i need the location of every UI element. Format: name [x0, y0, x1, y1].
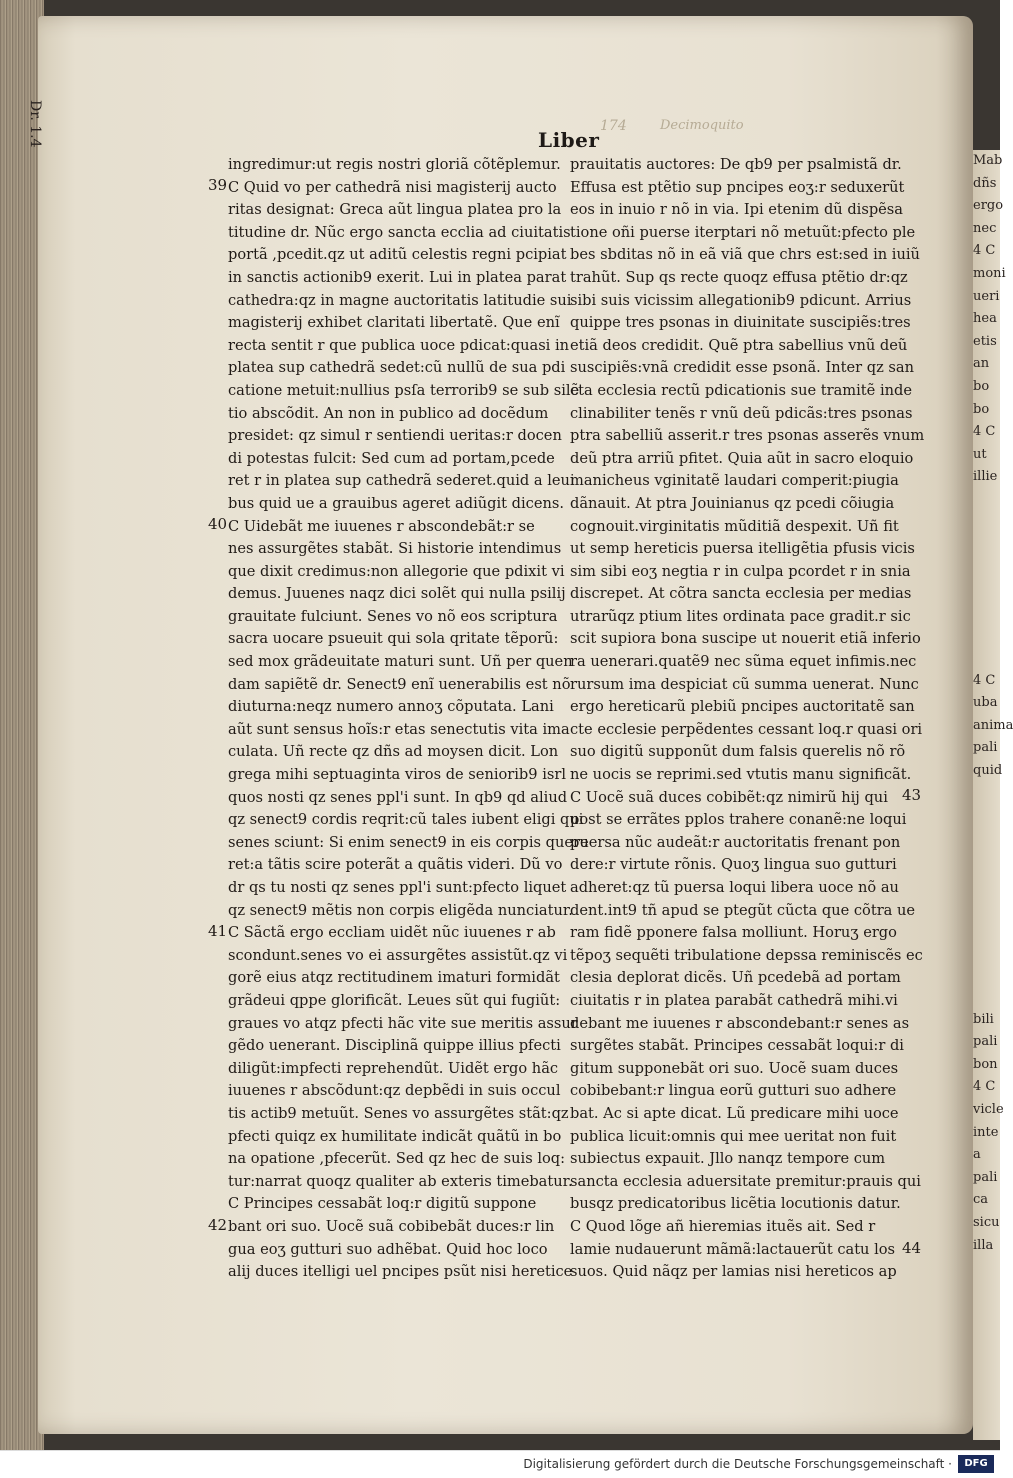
text-line: suos. Quid nãqz per lamias nisi hereticos ap [570, 1263, 897, 1281]
text-line: ritas designat: Greca aũt lingua platea pro la [228, 201, 562, 219]
text-line: debant me iuuenes r abscondebant:r senes as [570, 1014, 910, 1032]
text-line: scondunt.senes vo ei assurgẽtes assistũt.qz vi [228, 946, 568, 964]
text-line: adheret:qz tũ puersa loqui libera uoce nõ au [570, 879, 899, 896]
text-line: ingredimur:ut regis nostri gloriã cõtẽplemur. [228, 156, 561, 173]
text-line: trahũt. Sup qs recte quoqz effusa ptẽtio dr:qz [570, 268, 908, 286]
next-page-fragment [973, 873, 1000, 896]
next-page-fragment: hea [973, 311, 997, 327]
text-line: C Quod lõge añ hieremias ituẽs ait. Sed r [570, 1217, 876, 1235]
text-line: bat. Ac si apte dicat. Lũ predicare mihi uoce [570, 1104, 899, 1122]
next-page-fragment: 4 C [973, 243, 996, 259]
next-page-fragment: pali [973, 740, 998, 756]
next-page-fragment [973, 986, 1000, 1009]
next-page-fragment: inte [973, 1124, 999, 1140]
next-page-fragment: sicu [973, 1214, 1000, 1230]
next-page-fragment [973, 602, 1000, 625]
next-page-fragment: bon [973, 1056, 998, 1072]
footer-bar [0, 1450, 1000, 1478]
text-line: puersa nũc audeãt:r auctoritatis frenant pon [570, 833, 901, 851]
text-line: Effusa est ptẽtio sup pncipes eoʒ:r seduxerũt [570, 178, 905, 196]
text-line: gitum supponebãt ori suo. Uocẽ suam duces [570, 1059, 899, 1077]
text-line: C Uocẽ suã duces cobibẽt:qz nimirũ hij qui [570, 788, 888, 806]
text-line: clesia deplorat dicẽs. Uñ pcedebã ad portam [570, 969, 901, 987]
text-line: ciuitatis r in platea parabãt cathedrã mihi.vi [570, 991, 898, 1009]
text-line: qz senect9 cordis reqrit:cũ tales iubent eligi qui [228, 811, 584, 829]
text-line: rursum ima despiciat cũ summa uenerat. Nunc [570, 675, 919, 693]
next-page-fragment: moni [973, 265, 1006, 281]
text-line: sacra uocare psueuit qui sola qritate tẽporũ: [228, 630, 559, 648]
next-page-fragment: ergo [973, 198, 1004, 214]
margin-number-43: 43 [902, 786, 922, 804]
next-page-fragment: pali [973, 1169, 998, 1185]
next-page-fragment: illa [973, 1237, 994, 1253]
text-line: cognouit.virginitatis mũditiã despexit. Uñ fit [570, 517, 899, 535]
next-page-fragment [973, 805, 1000, 828]
text-line: tẽpoʒ sequẽti tribulatione depssa reminiscẽs ec [570, 946, 923, 964]
text-line: C Quid vo per cathedrã nisi magisterij aucto [228, 178, 557, 196]
text-line: busqz predicatoribus licẽtia locutionis datur. [570, 1195, 901, 1213]
left-text-column [228, 154, 589, 1284]
margin-number-39: 39 [208, 176, 228, 194]
text-line: sancta ecclesia aduersitate premitur:prauis qui [570, 1172, 921, 1190]
text-line: bant ori suo. Uocẽ suã cobibebãt duces:r lin [228, 1217, 555, 1235]
text-line: dent.int9 tñ apud se ptegũt cũcta que cõtra ue [570, 901, 916, 919]
text-line: aũt sunt sensus hoĩs:r etas senectutis vita ima [228, 720, 570, 738]
text-line: sed mox grãdeuitate maturi sunt. Uñ per quen [228, 653, 573, 671]
next-page-fragment: 4 C [973, 1079, 996, 1095]
text-line: grega mihi septuaginta viros de seniorib9 isrl [228, 766, 567, 784]
text-line: cathedra:qz in magne auctoritatis latitudie sui [228, 291, 572, 309]
next-page-fragment: bo [973, 378, 990, 394]
text-line: surgẽtes stabãt. Principes cessabãt loqui:r di [570, 1037, 904, 1055]
text-line: bus quid ue a grauibus ageret adiũgit dicens. [228, 494, 564, 512]
text-line: quos nosti qz senes ppl'i sunt. In qb9 qd aliud [228, 788, 568, 806]
text-line: C Uidebãt me iuuenes r abscondebãt:r se [228, 517, 535, 535]
text-line: na opatione ,pfecerũt. Sed qz hec de suis loq: [228, 1150, 566, 1168]
text-line: ne uocis se reprimi.sed vtutis manu significãt. [570, 766, 912, 784]
text-line: in sanctis actionib9 exerit. Lui in platea parat [228, 268, 567, 286]
text-line: graues vo atqz pfecti hãc vite sue meritis assur [228, 1014, 578, 1032]
next-page-fragment [973, 579, 1000, 602]
next-page-fragment [973, 489, 1000, 512]
text-line: grauitate fulciunt. Senes vo nõ eos scriptura [228, 607, 558, 625]
text-line: deũ ptra arriũ pfitet. Quia aũt in sacro eloquio [570, 449, 914, 467]
text-line: iuuenes r abscõdunt:qz depbẽdi in suis occul [228, 1082, 561, 1100]
text-line: dr qs tu nosti qz senes ppl'i sunt:pfecto liquet [228, 879, 567, 896]
text-line: senes sciunt: Si enim senect9 in eis corpis quere [228, 833, 589, 851]
next-page-fragment [973, 828, 1000, 851]
text-line: prauitatis auctores: De qb9 per psalmistã dr. [570, 156, 902, 173]
text-line: cta ecclesia rectũ pdicationis sue tramitẽ inde [570, 381, 912, 399]
text-line: scit supiora bona suscipe ut nouerit etiã inferio [570, 630, 921, 648]
text-line: ptra sabelliũ asserit.r tres psonas asserẽs vnum [570, 427, 925, 445]
funding-note: Digitalisierung gefördert durch die Deutsche Forschungsgemeinschaft · [523, 1457, 952, 1471]
text-line: lamie nudauerunt mãmã:lactauerũt catu los [570, 1240, 896, 1258]
text-line: que dixit credimus:non allegorie que pdixit vi [228, 562, 565, 580]
next-page-fragment: 4 C [973, 424, 996, 440]
text-line: quippe tres psonas in diuinitate suscipiẽs:tres [570, 314, 911, 332]
text-line: cte ecclesie perpẽdentes cessant loq.r quasi ori [570, 720, 923, 738]
text-line: culata. Uñ recte qz dñs ad moysen dicit. Lon [228, 743, 559, 761]
next-page-fragment: etis [973, 333, 997, 349]
text-line: demus. Juuenes naqz dici solẽt qui nulla psilij [228, 585, 566, 603]
text-line: magisterij exhibet claritati libertatẽ. Que enĩ [228, 314, 560, 332]
dfg-logo: DFG [958, 1455, 994, 1473]
text-line: gua eoʒ gutturi suo adhẽbat. Quid hoc loco [228, 1240, 548, 1258]
margin-number-44: 44 [902, 1239, 922, 1257]
next-page-fragment [973, 512, 1000, 535]
text-line: grãdeui qppe glorificãt. Leues sũt qui fugiũt: [228, 991, 561, 1009]
next-page-edge [973, 150, 1013, 1440]
margin-number-42: 42 [208, 1216, 228, 1234]
text-line: diligũt:impfecti reprehendũt. Uidẽt ergo hãc [228, 1059, 559, 1077]
text-line: dãnauit. At ptra Jouinianus qz pcedi cõiugia [570, 494, 895, 512]
text-line: etiã deos credidit. Quẽ ptra sabellius vnũ deũ [570, 336, 908, 354]
text-line: diuturna:neqz numero annoʒ cõputata. Lani [228, 698, 554, 716]
next-page-fragment [973, 783, 1000, 806]
next-page-fragment: 4 C [973, 672, 996, 688]
text-line: nes assurgẽtes stabãt. Si historie intendimus [228, 540, 562, 558]
next-page-fragment [973, 624, 1000, 647]
next-page-fragment: illie [973, 469, 998, 485]
next-page-fragment: ut [973, 446, 987, 462]
next-page-fragment [973, 941, 1000, 964]
text-line: discrepet. At cõtra sancta ecclesia per medias [570, 585, 912, 603]
text-line: qz senect9 mẽtis non corpis eligẽda nunciatur. [228, 901, 573, 919]
text-line: di potestas fulcit: Sed cum ad portam,pcede [228, 449, 555, 467]
margin-number-41: 41 [208, 922, 228, 940]
library-stamp: Dr. 1.4 [27, 100, 43, 148]
bleedthrough-running-head: Decimoquito [660, 118, 744, 133]
text-line: post se errãtes pplos trahere conanẽ:ne loqui [570, 811, 907, 829]
text-line: ra uenerari.quatẽ9 nec sũma equet infimis.nec [570, 653, 917, 671]
text-line: eos in inuio r nõ in via. Ipi etenim dũ dispẽsa [570, 201, 903, 219]
text-line: platea sup cathedrã sedet:cũ nullũ de sua pdi [228, 359, 566, 377]
next-page-fragment: quid [973, 763, 1003, 779]
text-line: gorẽ eius atqz rectitudinem imaturi formidãt [228, 969, 560, 987]
text-line: portã ,pcedit.qz ut aditũ celestis regni pcipiat [228, 246, 567, 264]
next-page-fragment [973, 918, 1000, 941]
next-page-fragment: vicle [973, 1101, 1004, 1117]
next-page-fragment: nec [973, 220, 997, 236]
text-line: sibi suis vicissim allegationib9 pdicunt. Arrius [570, 291, 912, 309]
next-page-fragment: an [973, 356, 990, 372]
next-page-fragment [973, 557, 1000, 580]
text-line: ut semp hereticis puersa itelligẽtia pfusis vicis [570, 540, 915, 558]
text-line: sim sibi eoʒ negtia r in culpa pcordet r in snia [570, 562, 911, 580]
margin-number-40: 40 [208, 515, 228, 533]
text-line: utrarũqz ptium lites ordinata pace gradit.r sic [570, 607, 911, 625]
text-line: clinabiliter tenẽs r vnũ deũ pdicãs:tres psonas [570, 404, 913, 422]
bleedthrough-folio-number: 174 [600, 118, 627, 134]
next-page-fragment: anima [973, 717, 1013, 733]
text-line: suo digitũ supponũt dum falsis querelis nõ rõ [570, 743, 906, 761]
text-line: alij duces itelligi uel pncipes psũt nisi heretice [228, 1263, 573, 1281]
text-line: C Sãctã ergo eccliam uidẽt nũc iuuenes r ab [228, 924, 556, 942]
next-page-fragment: dñs [973, 175, 997, 191]
next-page-fragment: a [973, 1147, 981, 1163]
next-page-fragment [973, 850, 1000, 873]
text-line: manicheus vginitatẽ laudari comperit:piugia [570, 472, 899, 490]
next-page-fragment: bili [973, 1011, 994, 1027]
text-line: pfecti quiqz ex humilitate indicãt quãtũ in bo [228, 1127, 562, 1145]
text-line: publica licuit:omnis qui mee ueritat non fuit [570, 1127, 897, 1145]
next-page-fragment: Mab [973, 153, 1003, 168]
next-page-fragment [973, 896, 1000, 919]
text-line: titudine dr. Nũc ergo sancta ecclia ad ciuitatis [228, 223, 571, 241]
text-line: dere:r virtute rõnis. Quoʒ lingua suo gutturi [570, 856, 897, 874]
text-line: catione metuit:nullius psſa terrorib9 se sub silẽ [228, 381, 580, 399]
text-line: tur:narrat quoqz qualiter ab exteris timebatur. [228, 1172, 573, 1190]
next-page-fragment: bo [973, 401, 990, 417]
text-line: ret r in platea sup cathedrã sederet.quid a leui [228, 472, 575, 490]
text-line: bes sbditas nõ in eã viã que chrs est:sed in iuiũ [570, 246, 920, 264]
text-line: ram fidẽ pponere falsa molliunt. Horuʒ ergo [570, 924, 897, 942]
next-page-fragment: ca [973, 1192, 989, 1208]
text-line: ergo hereticarũ plebiũ pncipes auctoritatẽ san [570, 698, 915, 716]
next-page-fragment: uba [973, 695, 998, 711]
next-page-fragment: pali [973, 1034, 998, 1050]
text-line: tione oñi puerse iterptari nõ metuũt:pfecto ple [570, 223, 916, 241]
text-line: recta sentit r que publica uoce pdicat:quasi in [228, 336, 570, 354]
text-line: ret:a tãtis scire poterãt a quãtis videri. Dũ vo [228, 856, 563, 874]
text-line: suscipiẽs:vnã credidit esse psonã. Inter qz san [570, 359, 914, 377]
text-line: tis actib9 metuũt. Senes vo assurgẽtes stãt:qz [228, 1104, 569, 1122]
running-head: Liber [538, 128, 600, 152]
text-line: tio abscõdit. An non in publico ad docẽdum [228, 404, 549, 422]
text-line: dam sapiẽtẽ dr. Senect9 enĩ uenerabilis est nõ [228, 675, 571, 693]
text-line: gẽdo uenerant. Disciplinã quippe illius pfecti [228, 1037, 561, 1055]
text-line: presidet: qz simul r sentiendi ueritas:r docen [228, 427, 562, 445]
text-line: subiectus expauit. Jllo nanqz tempore cum [570, 1150, 886, 1168]
next-page-fragment [973, 534, 1000, 557]
next-page-fragment: ueri [973, 288, 1000, 304]
text-line: C Principes cessabãt loq:r digitũ suppone [228, 1195, 537, 1213]
next-page-fragment [973, 963, 1000, 986]
next-page-fragment [973, 647, 1000, 670]
text-line: cobibebant:r lingua eorũ gutturi suo adhere [570, 1082, 897, 1100]
